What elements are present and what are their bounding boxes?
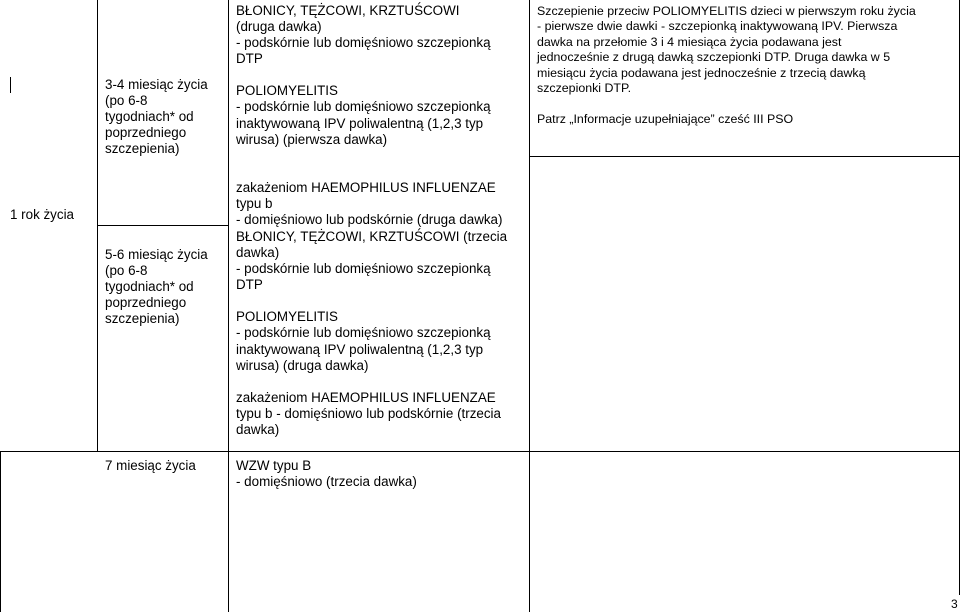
vaccine-text-line: typu b bbox=[236, 195, 273, 211]
vaccine-text-line: typu b - domięśniowo lub podskórnie (trzecia bbox=[236, 405, 501, 421]
vaccine-text-line: (druga dawka) bbox=[236, 19, 322, 35]
table-border bbox=[0, 451, 1, 612]
vaccine-text-line: WZW typu B bbox=[236, 458, 312, 473]
vaccine-text-line: DTP bbox=[236, 51, 263, 67]
vaccine-text-line: - podskórnie lub domięśniowo szczepionką bbox=[236, 99, 491, 115]
vaccine-cell-1 bbox=[236, 3, 526, 228]
vaccine-text-line: POLIOMYELITIS bbox=[236, 83, 338, 99]
period-cell-1: 3-4 miesiąc życia (po 6-8 tygodniach* od poprzedniego szczepienia) bbox=[105, 77, 208, 157]
vaccine-text-line bbox=[236, 67, 526, 83]
vaccine-text-line bbox=[236, 293, 526, 309]
vaccine-text-line bbox=[236, 164, 526, 180]
vaccine-text-line: zakażeniom HAEMOPHILUS INFLUENZAE bbox=[236, 179, 496, 195]
vaccine-text-line: dawka) bbox=[236, 421, 280, 437]
vaccine-text-line bbox=[236, 374, 526, 390]
period-cell-2: 5-6 miesiąc życia (po 6-8 tygodniach* od poprzedniego szczepienia) bbox=[105, 247, 208, 327]
vaccine-text-line: BŁONICY, TĘŻCOWI, KRZTUŚCOWI (trzecia bbox=[236, 229, 508, 244]
vaccine-cell-3 bbox=[236, 458, 526, 490]
age-group-label: 1 rok życia bbox=[10, 207, 74, 222]
note-text-line: jednocześnie z drugą dawką szczepionki DTP. Druga dawka w 5 bbox=[537, 50, 891, 65]
vaccine-text-line: zakażeniom HAEMOPHILUS INFLUENZAE bbox=[236, 389, 496, 405]
table-border bbox=[529, 156, 960, 157]
vaccine-text-line: wirusa) (pierwsza dawka) bbox=[236, 131, 388, 147]
note-text-line: miesiącu życia podawana jest jednocześnie z trzecią dawką bbox=[537, 65, 866, 80]
note-text-line: Szczepienie przeciw POLIOMYELITIS dzieci w pierwszym roku życia bbox=[537, 4, 916, 18]
vaccine-text-line: inaktywowaną IPV poliwalentną (1,2,3 typ bbox=[236, 341, 484, 357]
vaccine-text-line: wirusa) (druga dawka) bbox=[236, 357, 369, 373]
table-border bbox=[97, 225, 228, 226]
vaccine-text-line: - podskórnie lub domięśniowo szczepionką bbox=[236, 35, 491, 51]
vaccine-text-line: - domięśniowo lub podskórnie (druga dawka) bbox=[236, 211, 503, 227]
vaccine-text-line: inaktywowaną IPV poliwalentną (1,2,3 typ bbox=[236, 115, 484, 131]
vaccine-text-line: - podskórnie lub domięśniowo szczepionką bbox=[236, 261, 491, 277]
vaccine-text-line: DTP bbox=[236, 277, 263, 293]
vaccine-text-line: - podskórnie lub domięśniowo szczepionką bbox=[236, 325, 491, 341]
notes-cell bbox=[537, 4, 955, 128]
note-text-line bbox=[537, 96, 955, 112]
note-text-line: szczepionki DTP. bbox=[537, 81, 632, 96]
vaccine-text-line: BŁONICY, TĘŻCOWI, KRZTUŚCOWI bbox=[236, 3, 460, 18]
note-text-line: dawka na przełomie 3 i 4 miesiąca życia podawana jest bbox=[537, 34, 842, 49]
vaccine-text-line: - domięśniowo (trzecia dawka) bbox=[236, 474, 417, 490]
vaccine-text-line: dawka) bbox=[236, 245, 280, 261]
vaccine-cell-2 bbox=[236, 229, 526, 438]
table-border bbox=[0, 451, 960, 452]
text-cursor bbox=[10, 77, 11, 93]
table-border bbox=[228, 0, 229, 612]
period-cell-3: 7 miesiąc życia bbox=[105, 458, 196, 473]
vaccine-text-line bbox=[236, 148, 526, 164]
vaccine-text-line: POLIOMYELITIS bbox=[236, 309, 338, 325]
table-border bbox=[529, 0, 530, 612]
note-text-line: - pierwsze dwie dawki - szczepionką inaktywowaną IPV. Pierwsza bbox=[537, 19, 898, 34]
page-number: 3 bbox=[951, 597, 958, 611]
note-text-line: Patrz „Informacje uzupełniające” cześć III PSO bbox=[537, 112, 794, 127]
